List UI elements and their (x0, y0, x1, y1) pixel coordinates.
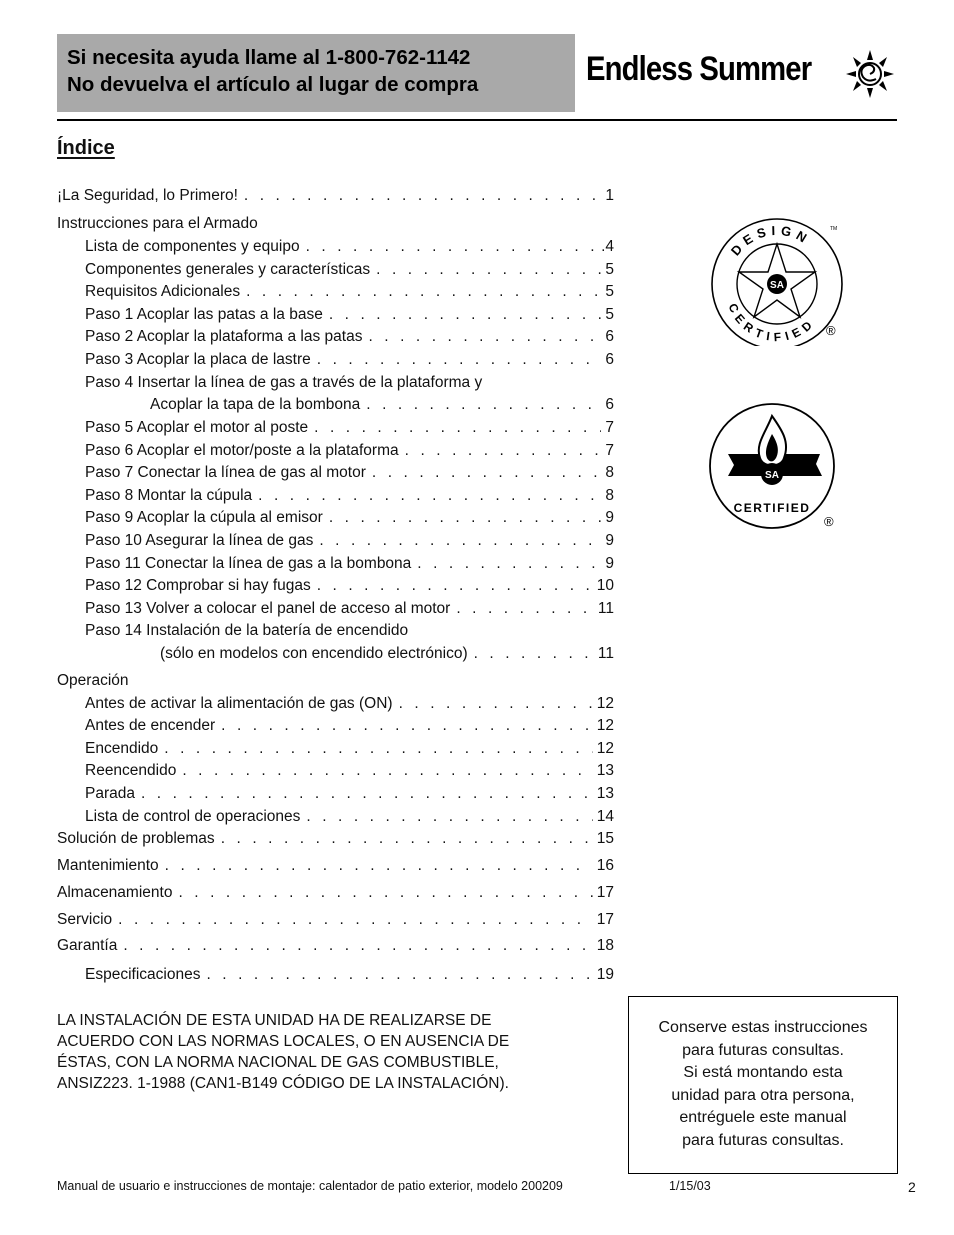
toc-row (57, 186, 614, 205)
toc-row (85, 694, 614, 713)
toc-label: Paso 3 Acoplar la placa de lastre (85, 351, 311, 368)
toc-row (85, 441, 614, 460)
toc-leader (221, 829, 593, 848)
toc-label: Encendido (85, 740, 159, 757)
toc-page: 6 (605, 328, 614, 345)
toc-leader (221, 716, 593, 735)
toc-label: Paso 5 Acoplar el motor al poste (85, 419, 309, 436)
toc-page: 12 (596, 740, 614, 757)
toc-row (85, 282, 614, 301)
toc-leader (399, 694, 593, 713)
toc-page: 5 (605, 306, 614, 323)
toc-page: 7 (605, 442, 614, 459)
toc-leader (182, 761, 592, 780)
toc-row (57, 829, 614, 848)
toc-row (85, 508, 614, 527)
toc-leader (206, 965, 592, 984)
toc-page: 9 (605, 532, 614, 549)
box-line: para futuras consultas. (682, 1131, 844, 1149)
toc-leader (372, 463, 601, 482)
page-title: Índice (57, 137, 115, 159)
toc-row (85, 807, 614, 826)
toc-row (57, 883, 614, 902)
design-word: DESIGN (727, 222, 814, 259)
toc-leader (329, 305, 602, 324)
toc-row (85, 260, 614, 279)
toc-leader (165, 856, 593, 875)
toc-row (85, 965, 614, 984)
footer-manual-title: Manual de usuario e instrucciones de montaje: calentador de patio exterior, modelo 200209 (57, 1179, 563, 1193)
toc-leader (474, 644, 594, 663)
toc-row (85, 237, 614, 256)
footer-date: 1/15/03 (669, 1179, 711, 1193)
toc-label: Especificaciones (85, 966, 201, 983)
toc-leader (306, 807, 592, 826)
toc-page: 6 (605, 351, 614, 368)
toc-page: 13 (596, 785, 614, 802)
box-line: para futuras consultas. (682, 1041, 844, 1059)
keep-instructions-box (628, 996, 898, 1174)
toc-label: Paso 6 Acoplar el motor/poste a la plataforma (85, 442, 399, 459)
toc-page: 12 (596, 695, 614, 712)
help-phone-line: Si necesita ayuda llame al 1-800-762-1142 (67, 46, 471, 69)
csa-mark: SA (770, 280, 784, 291)
registered-mark: ® (826, 323, 836, 338)
box-line: Si está montando esta (683, 1064, 843, 1082)
toc-page: 11 (597, 645, 614, 662)
toc-leader (314, 418, 601, 437)
toc-label: Paso 10 Asegurar la línea de gas (85, 532, 314, 549)
toc-leader (376, 260, 601, 279)
toc-label: Paso 1 Acoplar las patas a la base (85, 306, 323, 323)
certified-label: CERTIFIED (733, 501, 811, 515)
toc-leader (258, 486, 601, 505)
flame-certified-logo (704, 398, 846, 532)
toc-page: 13 (596, 762, 614, 779)
notice-line: ACUERDO CON LAS NORMAS LOCALES, O EN AUSENCIA DE (57, 1033, 510, 1050)
box-line: Conserve estas instrucciones (658, 1019, 868, 1036)
toc-page: 14 (596, 808, 614, 825)
toc-section-assembly: Instrucciones para el Armado (57, 215, 258, 232)
box-line: entréguele este manual (679, 1109, 847, 1127)
toc-page: 12 (596, 717, 614, 734)
toc-page: 10 (596, 577, 614, 594)
header-rule (57, 119, 897, 121)
toc-leader (368, 327, 601, 346)
toc-label: Paso 2 Acoplar la plataforma a las patas (85, 328, 363, 345)
toc-page: 8 (605, 487, 614, 504)
toc-row (85, 784, 614, 803)
toc-row (57, 910, 614, 929)
toc-leader (405, 441, 602, 460)
toc-leader (123, 936, 592, 955)
toc-leader (329, 508, 602, 527)
toc-leader (366, 395, 601, 414)
trademark-mark: TM (830, 226, 838, 232)
toc-leader (118, 910, 593, 929)
toc-page: 9 (605, 555, 614, 572)
page-number: 2 (908, 1179, 916, 1195)
toc-leader (417, 554, 601, 573)
no-return-line: No devuelva el artículo al lugar de compra (67, 73, 479, 96)
toc-section-operation: Operación (57, 672, 129, 689)
toc-label: Antes de activar la alimentación de gas (ON) (85, 695, 393, 712)
box-line: unidad para otra persona, (671, 1086, 855, 1104)
toc-label: Paso 7 Conectar la línea de gas al motor (85, 464, 366, 481)
toc-page: .4 (601, 238, 614, 255)
toc-leader (141, 784, 593, 803)
toc-row (85, 486, 614, 505)
help-banner (57, 34, 575, 112)
toc-row (160, 644, 614, 663)
toc-row (85, 531, 614, 550)
toc-row (150, 395, 614, 414)
toc-leader (178, 883, 592, 902)
toc-page: 16 (596, 857, 614, 874)
toc-page: 7 (605, 419, 614, 436)
toc-label: ¡La Seguridad, lo Primero! (57, 187, 238, 204)
toc-page: 6 (605, 396, 614, 413)
notice-line: ANSIZ223. 1-1988 (CAN1-B149 CÓDIGO DE LA INSTALACIÓN). (57, 1075, 509, 1092)
toc-step14-line: Paso 14 Instalación de la batería de encendido (85, 622, 409, 639)
notice-line: ÉSTAS, CON LA NORMA NACIONAL DE GAS COMBUSTIBLE, (57, 1054, 499, 1071)
toc-label: Paso 11 Conectar la línea de gas a la bombona (85, 555, 412, 572)
toc-row (85, 463, 614, 482)
toc-label: Componentes generales y características (85, 261, 371, 278)
toc-label: Acoplar la tapa de la bombona (150, 396, 361, 413)
toc-row (85, 716, 614, 735)
toc-row (85, 739, 614, 758)
toc-step4-line: Paso 4 Insertar la línea de gas a través de la plataforma y (85, 374, 483, 391)
toc-row (57, 936, 614, 955)
toc-label: Garantía (57, 937, 118, 954)
toc-leader (306, 237, 597, 256)
toc-page: 5 (605, 283, 614, 300)
toc-page: 9 (605, 509, 614, 526)
toc-leader (317, 350, 602, 369)
toc-page: 5 (605, 261, 614, 278)
toc-page: 17 (596, 911, 614, 928)
toc-page: 18 (596, 937, 614, 954)
toc-row (57, 856, 614, 875)
certified-word: CERTIFIED (725, 301, 819, 345)
notice-line: LA INSTALACIÓN DE ESTA UNIDAD HA DE REALIZARSE DE (57, 1012, 492, 1029)
toc-leader (246, 282, 601, 301)
sun-swirl-icon (842, 48, 898, 100)
installation-notice (57, 1010, 587, 1094)
toc-row (85, 350, 614, 369)
csa-flame-mark: SA (765, 470, 779, 481)
toc-page: 15 (596, 830, 614, 847)
toc-row (85, 418, 614, 437)
toc-label: Servicio (57, 911, 113, 928)
toc-label: Paso 13 Volver a colocar el panel de acceso al motor (85, 600, 451, 617)
toc-row (85, 576, 614, 595)
design-certified-logo (708, 216, 848, 346)
toc-page: 8 (605, 464, 614, 481)
toc-leader (164, 739, 592, 758)
toc-leader (456, 599, 594, 618)
toc-page: 1 (605, 187, 614, 204)
registered-mark: ® (824, 514, 834, 529)
toc-label: (sólo en modelos con encendido electrónico) (160, 645, 468, 662)
toc-leader (317, 576, 593, 595)
toc-row (85, 327, 614, 346)
toc-label: Antes de encender (85, 717, 216, 734)
brand-logo-text: Endless Summer (586, 50, 812, 88)
toc-label: Lista de control de operaciones (85, 808, 301, 825)
toc-label: Almacenamiento (57, 884, 173, 901)
toc-label: Parada (85, 785, 135, 802)
toc-page: 11 (597, 600, 614, 617)
toc-label: Paso 9 Acoplar la cúpula al emisor (85, 509, 323, 526)
toc-page: 17 (596, 884, 614, 901)
toc-label: Paso 8 Montar la cúpula (85, 487, 253, 504)
toc-label: Lista de componentes y equipo (85, 238, 300, 255)
toc-label: Requisitos Adicionales (85, 283, 241, 300)
toc-label: Paso 12 Comprobar si hay fugas (85, 577, 311, 594)
toc-page: 19 (596, 966, 614, 983)
toc-label: Solución de problemas (57, 830, 215, 847)
toc-row (85, 761, 614, 780)
toc-label: Reencendido (85, 762, 177, 779)
toc-label: Mantenimiento (57, 857, 159, 874)
toc-row (85, 305, 614, 324)
toc-row (85, 554, 614, 573)
toc-leader (319, 531, 601, 550)
toc-row (85, 599, 614, 618)
toc-leader (244, 186, 601, 205)
